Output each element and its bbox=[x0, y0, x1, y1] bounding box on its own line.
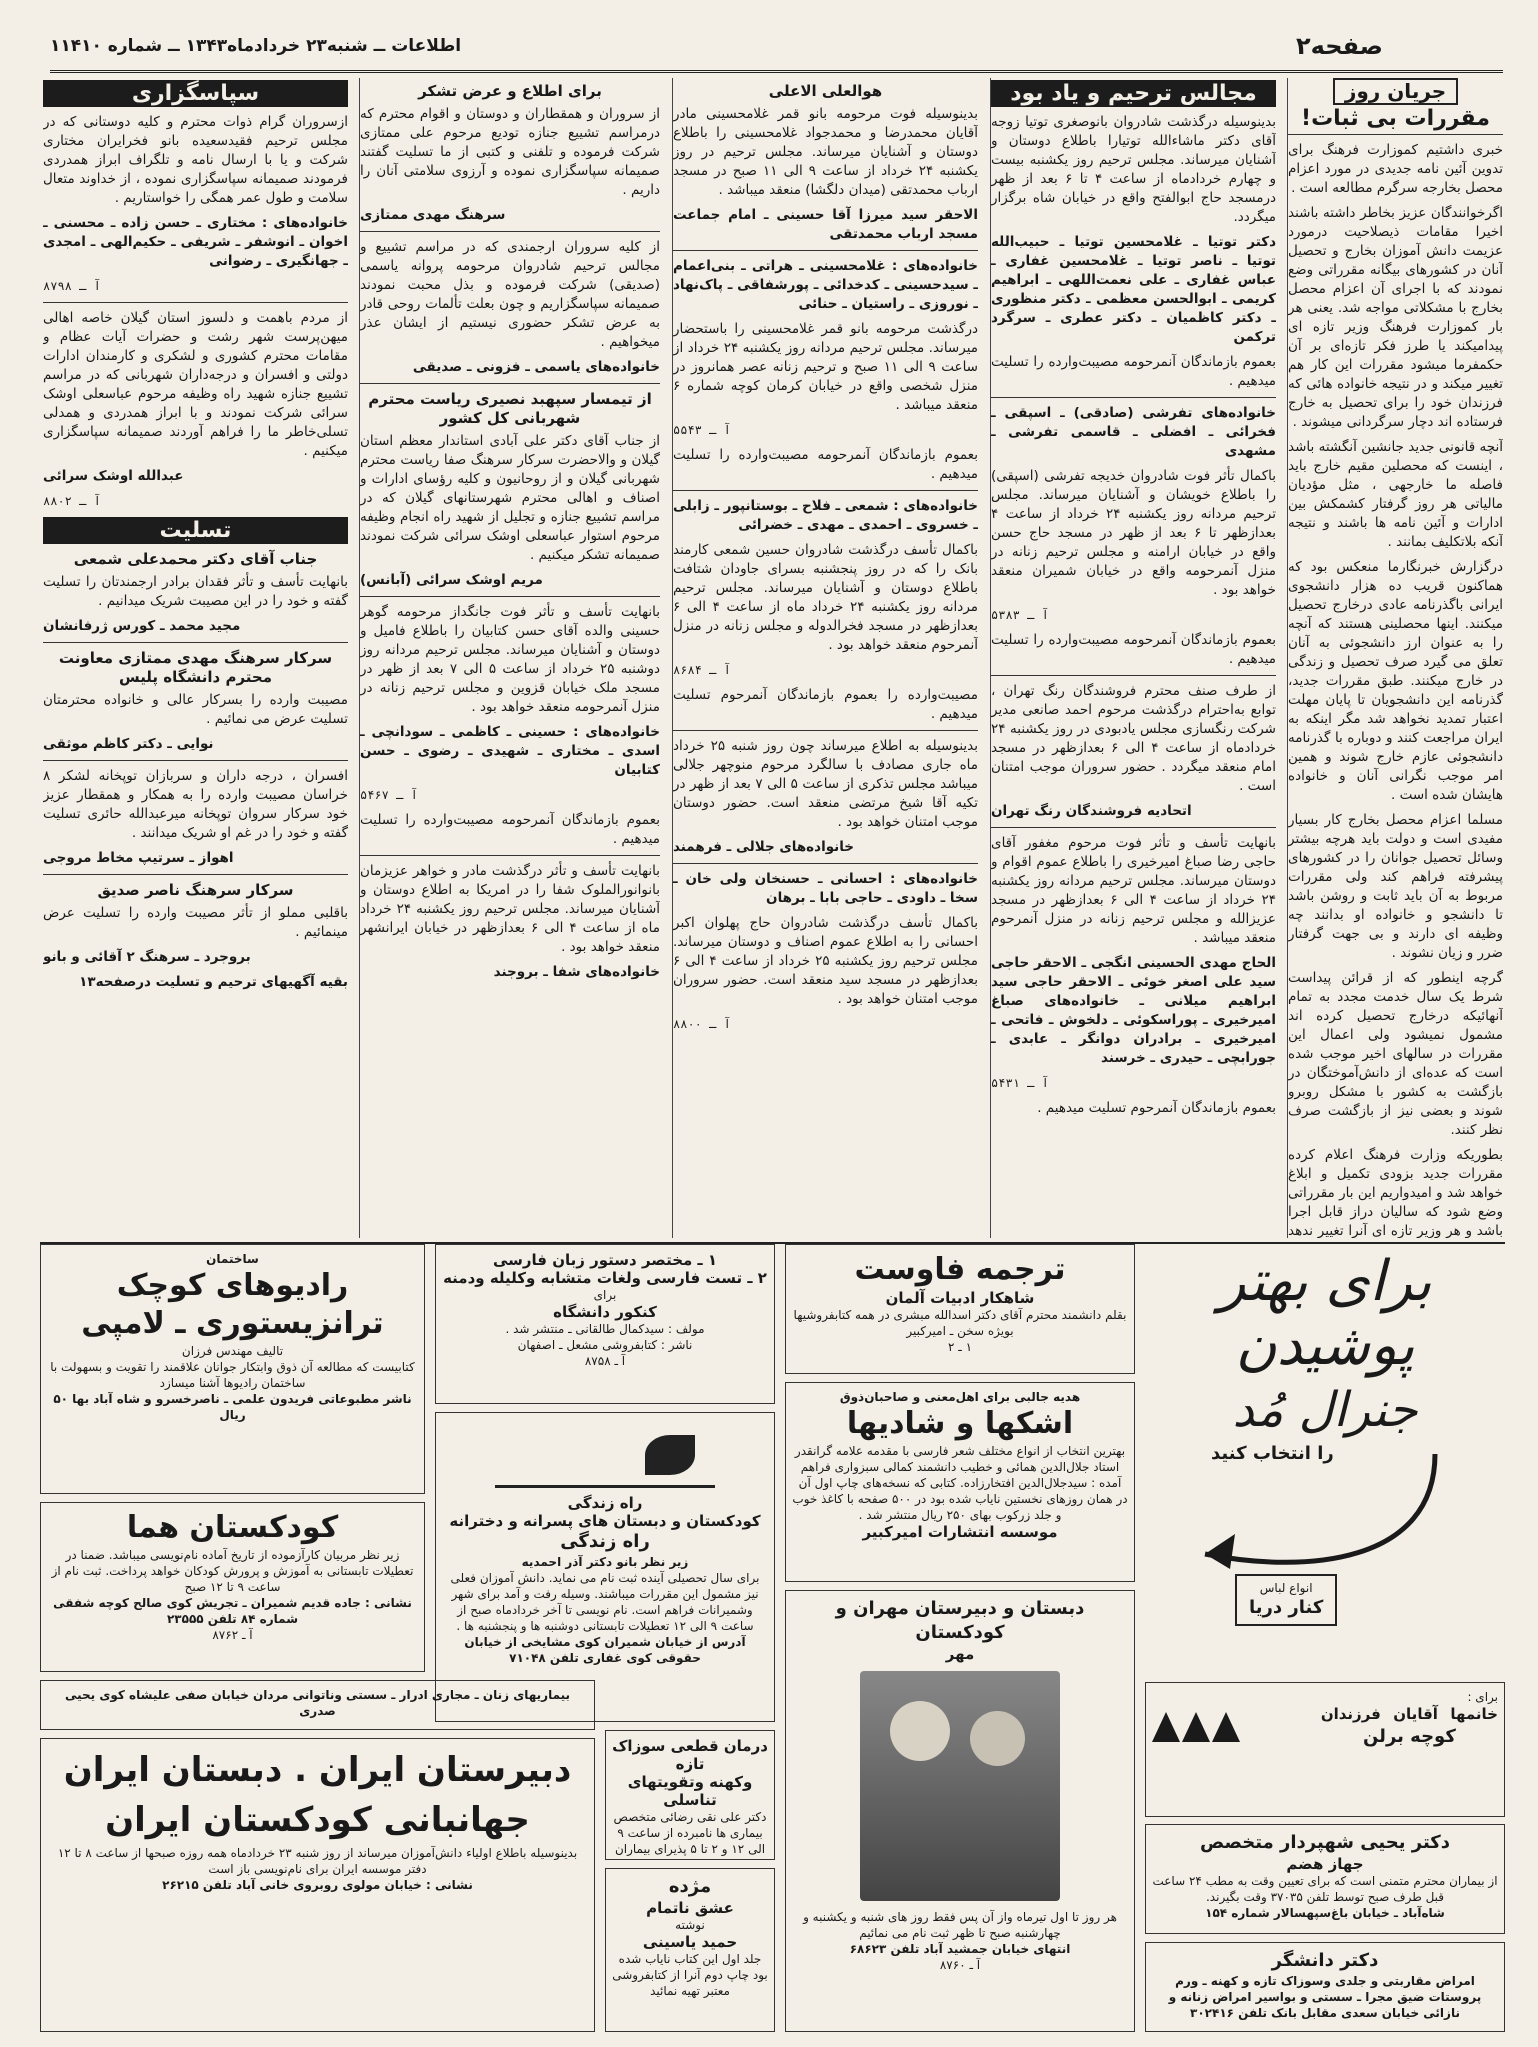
notice-families: الحاج مهدی الحسینی انگجی ـ الاحقر حاجی سید علی اصغر خوئی ـ الاحقر حاجی سید ابراهیم میلانی ـ خانواده‌های صباغ امیرخیری ـ پوراسکوئی ـ دلخوش ـ فاتحی ـ امیرخیری ـ برادران دوانگر ـ عابدی ـ جورابچی ـ حیدری ـ خرسند bbox=[991, 955, 1276, 1066]
tailor-label-box bbox=[1235, 1574, 1337, 1626]
doctor-body: از بیماران محترم متمنی است که برای تعیین وقت به مطب ۲۴ ساعت قبل طرف صبح توسط تلفن ۳۷۰۳۵ وقت بگیرند. bbox=[1152, 1874, 1498, 1904]
homa-body: زیر نظر مربیان کارآزموده از تاریخ آماده نام‌نویسی میباشد. ضمنا در تعطیلات تابستانی به آموزش و پرورش کودکان خواهد پرداخت. ثبت نام از ساعت ۹ تا ۱۲ صبح bbox=[51, 1548, 414, 1594]
tailor-list-item: خانمها bbox=[1450, 1705, 1498, 1723]
ad-code: آ ـ ۸۸۰۲ bbox=[43, 494, 101, 508]
memorial-column-b bbox=[672, 78, 978, 1238]
cure-ad bbox=[605, 1730, 775, 1860]
cure-title: درمان قطعی سوزاک تازه bbox=[612, 1737, 768, 1773]
ad-code: آ ـ ۵۴۳۱ bbox=[991, 1076, 1049, 1090]
tears-head: هدیه جالبی برای اهل‌معنی و صاحبان‌ذوق bbox=[839, 1390, 1081, 1404]
novel-head: مژده bbox=[668, 1876, 712, 1897]
tailor-for: برای : bbox=[1467, 1690, 1498, 1704]
doctor-shahpardar-ad bbox=[1145, 1824, 1505, 1934]
notice-signature: سرهنگ مهدی ممتازی bbox=[360, 207, 506, 223]
ad-code: آ ـ ۸۸۰۰ bbox=[673, 1017, 731, 1031]
memorial-column-a bbox=[990, 78, 1276, 1238]
divider bbox=[673, 863, 978, 864]
notice-signature: عبدالله اوشک سرائی bbox=[43, 468, 184, 484]
rahezendegi-logo-icon bbox=[495, 1425, 715, 1488]
notice-text: باقلبی مملو از تأثر مصیبت وارده را تسلیت عرض مینمائیم . bbox=[43, 905, 348, 940]
mehran-body: هر روز تا اول تیرماه واز آن پس فقط روز های شنبه و یکشنبه و چهارشنبه صبح تا ظهر ثبت نام می نمائیم bbox=[803, 1910, 1117, 1940]
divider bbox=[43, 642, 348, 643]
ad-code: آ ـ ۵۵۴۳ bbox=[673, 423, 731, 437]
divider bbox=[673, 490, 978, 491]
editorial-paragraph: بطوریکه وزارت فرهنگ اعلام کرده مقررات جدید بزودی تکمیل و ابلاغ خواهد شد و امیدواریم این بار مقرراتی وضع شود که سالیان دراز قابل اجرا باشد و هر وزیر تازه ای آنرا تغییر ندهد bbox=[1288, 1147, 1503, 1238]
notice-signature: اتحادیه فروشندگان رنگ تهران bbox=[991, 803, 1192, 819]
ad-code: ۱ ـ ۲ bbox=[947, 1340, 973, 1354]
tailor-brand: جنرال مُد bbox=[1232, 1382, 1418, 1438]
notice-text: باکمال تأسف درگذشت شادروان حاج پهلوان اکبر احسانی را به اطلاع عموم اصناف و دوستان میرساند. مجلس ترحیم روز یکشنبه ۲۵ خرداد از ساعت ۴ الی ۶ بعدازظهر در مسجد سید منعقد است. حضور سروران موجب امتنان خواهد بود . bbox=[673, 915, 978, 1007]
divider bbox=[1288, 134, 1503, 135]
notice-text: بانهایت تأسف و تأثر فوت مرحوم مغفور آقای حاجی رضا صباغ امیرخیری را باطلاع عموم اقوام و دوستان میرساند. مجلس ترحیم مردانه روز یکشنبه ۲۴ خرداد از ساعت ۴ الی ۶ بعدازظهر در مسجد عزیزالله و مجلس ترحیم زنانه در منزل آنمرحوم منعقد میباشد . bbox=[991, 835, 1276, 946]
tailor-ad-footer bbox=[1145, 1682, 1505, 1817]
condolence-column bbox=[43, 78, 348, 1238]
ad-code: آ ـ ۸۷۶۲ bbox=[212, 1628, 253, 1642]
tailor-label2: کنار دریا bbox=[1249, 1597, 1324, 1618]
tailor-label1: انواع لباس bbox=[1259, 1581, 1313, 1595]
editorial-title: مقررات بی ثبات! bbox=[1301, 106, 1490, 131]
novel-by: نوشته bbox=[675, 1918, 705, 1932]
notice-signature: خانواده‌های جلالی ـ فرهمند bbox=[673, 839, 855, 855]
rahezendegi-subtitle: راه زندگی bbox=[560, 1531, 650, 1552]
novel-author: حمید یاسینی bbox=[642, 1933, 738, 1951]
divider bbox=[43, 760, 348, 761]
rahezendegi-body: برای سال تحصیلی آینده ثبت نام می نماید. دانش آموزان فعلی نیز مشمول این مقررات میباشند. وسیله رفت و آمد برای شهر وشمیرانات فراهم است. نام نویسی تا آخر خردادماه صبح از ساعت ۹ الی ۱۲ تعطیلات تابستانی دوشنبه ها و پنجشنبه ها . bbox=[450, 1571, 760, 1633]
editorial-paragraph: اگرخوانندگان عزیز بخاطر داشته باشند اخیرا مقامات ذیصلاحیت درمورد عزیمت دانش آموزان بخارج و تحصیل آنان در کشورهای بیگانه مقرراتی وضع نمودند که با اجرای آن اعزام محصل بخارج با مشکلاتی مواجه شد. یعنی هر بار کموزارت فرهنگ وزیر تازه ای پیدامیکند یا طرز فکر تازه‌ای بر آن حکمفرما میشود مقررات این کار هم تغییر میکند و در نتیجه خانواده هائی که فرزندان خود را برای تحصیل به خارج فرستاده اند دچار سرگردانی میشوند . bbox=[1288, 205, 1503, 430]
notice-text: بعموم بازماندگان آنمرحومه مصیبت‌وارده را تسلیت میدهیم . bbox=[991, 354, 1276, 389]
notice-heading: جناب آقای دکتر محمدعلی شمعی bbox=[73, 550, 318, 568]
issue-info: اطلاعات ــ شنبه۲۳ خردادماه۱۳۴۳ ــ شماره ۱۱۴۱۰ bbox=[50, 36, 462, 56]
clinic-box-text: بیماریهای زنان ـ مجاری ادرار ـ سستی وناتوانی مردان خیابان صفی علیشاه کوی یحیی صدری bbox=[64, 1688, 571, 1718]
homa-kindergarten-ad bbox=[40, 1502, 425, 1672]
radio-publisher: ناشر مطبوعاتی فریدون علمی ـ ناصرخسرو و شاه آباد بها ۵۰ ریال bbox=[53, 1392, 412, 1422]
notice-families: دکتر توتیا ـ غلامحسین توتیا ـ حبیب‌الله توتیا ـ ناصر توتیا ـ غلامحسین غفاری ـ عباس غفاری ـ علی نعمت‌اللهی ـ ابراهیم کریمی ـ ابوالحسن معظمی ـ دکتر منظوری ـ دکتر کاظمیان ـ دکتر عطری ـ سرگرد ترکمن bbox=[991, 234, 1276, 345]
notice-heading: از تیمسار سپهبد نصیری ریاست محترم شهربانی کل کشور bbox=[368, 390, 652, 427]
notice-families: خانواده‌های : احسانی ـ حسنخان ولی خان ـ سخا ـ داودی ـ حاجی بابا ـ برهان bbox=[673, 871, 978, 906]
notice-text: بعموم بازماندگان آنمرحومه مصیبت‌وارده را تسلیت میدهیم . bbox=[673, 447, 978, 482]
tears-title: اشکها و شادیها bbox=[846, 1406, 1074, 1441]
radio-title: ترانزیستوری ـ لامپی bbox=[81, 1306, 384, 1341]
mehran-school-ad bbox=[785, 1590, 1135, 2032]
clinic-box-ad bbox=[40, 1680, 595, 1730]
homa-title: کودکستان هما bbox=[126, 1510, 339, 1545]
notice-text: از مردم باهمت و دلسوز استان گیلان خاصه اهالی میهن‌پرست شهر رشت و حضرات آیات عظام و مقامات محترم کشوری و لشکری و کارمندان ادارات دولتی و افسران و درجه‌داران شهربانی که در مراسم تشییع جنازه شهید راه وظیفه مرحوم عباسعلی اوشک سرائی شرکت نمودند و با ابراز همدردی و همدلی تسلی‌خاطر ما را فراهم آوردند صمیمانه سپاسگزاری میکنیم . bbox=[43, 310, 348, 459]
divider bbox=[991, 827, 1276, 828]
divider bbox=[673, 250, 978, 251]
tears-publisher: موسسه انتشارات امیرکبیر bbox=[862, 1523, 1058, 1541]
notice-signature: مجید محمد ـ کورس ژرفانشان bbox=[43, 618, 241, 634]
radio-author: تالیف مهندس فرزان bbox=[181, 1344, 284, 1358]
ad-code: آ ـ ۸۷۹۸ bbox=[43, 279, 101, 293]
notice-text: باکمال تأسف درگذشت شادروان حسین شمعی کارمند بانک را که در روز پنجشنبه بسرای جاودان شتافت باطلاع دوستان و آشنایان میرساند. مجلس ترحیم مردانه روز یکشنبه ۲۴ خرداد ماه از ساعت ۴ الی ۶ بعدازظهر در مسجد فخرالدوله و مجلس زنانه در منزل آنمرحوم منعقد خواهد بود . bbox=[673, 542, 978, 653]
editorial-box-title: جریان روز bbox=[1333, 78, 1458, 105]
divider bbox=[360, 383, 660, 384]
divider bbox=[360, 231, 660, 232]
notice-text: بدینوسیله درگذشت شادروان بانوصغری توتیا زوجه آقای دکتر ماشاءالله توتیارا باطلاع دوستان و آشنایان میرساند. مجلس ترحیم روز یکشنبه بیست و چهارم خردادماه از ساعت ۴ تا ۶ بعد از ظهر درمسجد حاج ابوالفتح واقع در خیابان شاه برگزار میگردد. bbox=[991, 114, 1276, 225]
divider bbox=[991, 397, 1276, 398]
novel-body: جلد اول این کتاب نایاب شده بود چاپ دوم آنرا از کتابفروشی معتبر تهیه نمائید bbox=[612, 1952, 768, 1998]
faust-title: ترجمه فاوست bbox=[854, 1252, 1066, 1287]
thanks-banner: سپاسگزاری bbox=[43, 80, 348, 107]
notice-text: مصیبت وارده را بسرکار عالی و خانواده محترمتان تسلیت عرض می نمائیم . bbox=[43, 692, 348, 727]
tailor-slogan: برای بهتر پوشیدن bbox=[1218, 1249, 1432, 1378]
notice-text: مصیبت‌وارده را بعموم بازماندگان آنمرحوم تسلیت میدهیم . bbox=[673, 687, 978, 722]
ad-code: آ ـ ۸۷۵۸ bbox=[584, 1354, 626, 1368]
iran-address: نشانی : خیابان مولوی روبروی خانی آباد تلفن ۲۶۲۱۵ bbox=[162, 1878, 473, 1892]
notice-families: خانواده‌های یاسمی ـ فزونی ـ صدیقی bbox=[412, 359, 660, 375]
radio-book-ad bbox=[40, 1244, 425, 1494]
notice-families: خانواده‌های : شمعی ـ فلاح ـ بوستانپور ـ زابلی ـ خسروی ـ احمدی ـ مهدی ـ خضرائی bbox=[673, 498, 978, 533]
page-header bbox=[50, 30, 1503, 73]
mehran-address: انتهای خیابان جمشید آباد تلفن ۶۸۶۲۳ bbox=[849, 1942, 1071, 1956]
notice-families: خانواده‌های شفا ـ بروجند bbox=[493, 964, 660, 980]
faust-book-ad bbox=[785, 1244, 1135, 1374]
doctor-specialty: جهاز هضم bbox=[1286, 1855, 1364, 1873]
notice-text: از سروران و همقطاران و دوستان و اقوام محترم که درمراسم تشییع جنازه تودیع مرحوم علی ممتازی شرکت فرموده و تلفنی و کتبی از ما تسلیت گفتند صمیمانه سپاسگزاری نموده و آرزوی سلامتی آنان را داریم . bbox=[360, 106, 660, 198]
editorial-column bbox=[1287, 78, 1503, 1238]
divider bbox=[360, 596, 660, 597]
editorial-paragraph: درگزارش خبرنگارما منعکس بود که هماکنون قریب ده هزار دانشجوی ایرانی باگذرنامه عادی درخارج تحصیل میکنند. اینها محصلینی هستند که آنچه را به عنوان ارز دانشجوئی به آنان تعلق می گیرد صرف تحصیل و زندگی در خارج میکنند. طبق مقررات جدید، گذرنامه این دانشجویان تا پایان مهلت اعتبار تمدید نخواهد شد مگر اینکه به ایران مراجعت کنند و دوباره با گذرنامه دانشجوئی عازم خارج شوند و همین امر موجب نگرانی آنان و خانواده هایشان شده است . bbox=[1288, 559, 1503, 803]
curved-arrow-icon bbox=[1185, 1454, 1445, 1594]
doctor-title: دکتر دانشگر bbox=[1271, 1950, 1379, 1971]
memorial-banner: مجالس ترحیم و یاد بود bbox=[991, 80, 1276, 107]
doctor-address: شاه‌آباد ـ خیابان باغ‌سپهسالار شماره ۱۵۴ bbox=[1205, 1906, 1445, 1920]
continuation-note: بقیه آگهیهای ترحیم و تسلیت درصفحه۱۳ bbox=[79, 974, 348, 990]
advertisements bbox=[40, 1242, 1505, 2034]
divider bbox=[43, 874, 348, 875]
mehran-title: دبستان و دبیرستان مهران و کودکستان bbox=[835, 1598, 1085, 1643]
notice-text: از کلیه سروران ارجمندی که در مراسم تشییع و مجالس ترحیم شادروان مرحومه پروانه یاسمی (صدیقی) شرکت فرموده و بذل محبت نمودند صمیمانه سپاسگزاریم و چون بعلت تألمات روحی قادر به عرض تشکر حضوری نیستیم از ایشان عذر میخواهیم . bbox=[360, 239, 660, 350]
ad-code: آ ـ ۵۳۸۳ bbox=[991, 608, 1049, 622]
notice-text: بانهایت تأسف و تأثر درگذشت مادر و خواهر عزیزمان بانوانورالملوک شفا را در امریکا به اطلاع دوستان و آشنایان میرساند. مجلس ترحیم روز یکشنبه ۲۴ خرداد ماه از ساعت ۴ الی ۶ بعدازظهر در خیابان ایرانشهر منعقد خواهد بود . bbox=[360, 863, 660, 955]
grammar-line: کنکور دانشگاه bbox=[553, 1303, 657, 1321]
rahezendegi-logo-text: راه زندگی bbox=[567, 1494, 643, 1512]
notice-families: خانواده‌های تفرشی (صادقی) ـ اسپقی ـ فخرائی ـ افضلی ـ قاسمی تفرشی ـ مشهدی bbox=[991, 405, 1276, 459]
notice-signature: نوایی ـ دکتر کاظم موثقی bbox=[43, 736, 214, 752]
ad-code: آ ـ ۵۴۶۷ bbox=[360, 788, 418, 802]
notice-heading: سرکار سرهنگ مهدی ممتازی معاونت محترم دانشگاه پلیس bbox=[58, 649, 333, 686]
divider bbox=[991, 675, 1276, 676]
notice-signature: اهواز ـ سرتیپ مخاط مروجی bbox=[43, 850, 234, 866]
tears-body: بهترین انتخاب از انواع مختلف شعر فارسی با مقدمه علامه گرانقدر استاد جلال‌الدین همائی و خطیب دانشمند کمالی سبزواری فراهم آمده : سیدجلال‌الدین افتخارزاده. کتابی که نسخه‌های چاپ اول آن در همان روزهای نخستین نایاب شده بود در ۵۰۰ صفحه با کاغذ خوب و جلد زرکوب بهای ۲۵۰ ریال منتشر شد . bbox=[792, 1444, 1128, 1522]
divider bbox=[360, 855, 660, 856]
notice-text: افسران ، درجه داران و سربازان توپخانه لشکر ۸ خراسان مصیبت وارده را به همکار و همقطار عزیز خود سرکار سروان توپخانه میرعبدالله حائری تسلیت گفته و خود را در غم او شریک میدانند . bbox=[43, 768, 348, 841]
notice-signature: بروجرد ـ سرهنگ ۲ آقائی و بانو bbox=[43, 949, 251, 965]
doctor-body: امراض مقاربتی و جلدی وسوزاک تازه و کهنه ـ ورم پروستات ضیق مجرا ـ سستی و بواسیر امراض زنانه و نازائی خیابان سعدی مقابل بانک تلفن ۳۰۲۴۱۶ bbox=[1168, 1974, 1482, 2020]
cure-body: دکتر علی نقی رضائی متخصص بیماری ها نامبرده از ساعت ۹ الی ۱۲ و ۲ تا ۵ پذیرای بیماران bbox=[613, 1810, 767, 1856]
notice-families: خانواده‌های : حسینی ـ کاظمی ـ سودانچی ـ اسدی ـ مختاری ـ شهیدی ـ رضوی ـ حسن کتابیان bbox=[360, 724, 660, 778]
doctor-title: دکتر یحیی شهپردار متخصص bbox=[1200, 1832, 1450, 1853]
notice-text: ازسروران گرام ذوات محترم و کلیه دوستانی که در مجلس ترحیم فقیدسعیده بانو فخرایران مختاری شرکت و یا با ارسال نامه و تلگراف ابراز همدردی فرمودند صمیمانه سپاسگزاری نموده ، از خداوند متعال سلامت و طول عمر همگی را خواستاریم . bbox=[43, 114, 348, 206]
notice-signature: الاحقر سید میرزا آقا حسینی ـ امام جماعت مسجد ارباب محمدتقی bbox=[673, 207, 978, 242]
cure-title2: وکهنه وتقویتهای تناسلی bbox=[627, 1773, 753, 1809]
notice-text: بانهایت تأسف و تأثر فقدان برادر ارجمندتان را تسلیت گفته و خود را در این مصیبت شریک میدانیم . bbox=[43, 574, 348, 609]
novel-title: عشق ناتمام bbox=[646, 1899, 734, 1917]
notice-text: بعموم بازماندگان آنمرحومه مصیبت‌وارده را تسلیت میدهیم . bbox=[360, 812, 660, 847]
tree-logo-icon bbox=[1152, 1712, 1240, 1742]
notice-families: خانواده‌های : مختاری ـ حسن زاده ـ محسنی ـ اخوان ـ انوشفر ـ شریفی ـ حکیم‌الهی ـ امجدی ـ جهانگیری ـ رضوانی bbox=[43, 215, 348, 269]
iran-school-ad bbox=[40, 1738, 595, 2032]
rahezendegi-school-ad bbox=[435, 1412, 775, 1722]
notice-text: بدینوسیله فوت مرحومه بانو قمر غلامحسینی مادر آقایان محمدرضا و محمدجواد غلامحسینی را باطلاع دوستان و آشنایان میرساند. مجلس ترحیم در روز یکشنبه ۲۴ خرداد از ساعت ۹ الی ۱۱ صبح در مسجد ارباب محمدتقی (میدان دلگشا) منعقد میباشد . bbox=[673, 106, 978, 198]
grammar-publisher: ناشر : کتابفروشی مشعل ـ اصفهان bbox=[517, 1338, 693, 1352]
grammar-line: برای bbox=[593, 1288, 617, 1302]
notice-text: از جناب آقای دکتر علی آبادی استاندار معظم استان گیلان و والاحضرت سرکار سرهنگ صفا ریاست محترم شهربانی گیلان و از روحانیون و کلیه رؤسای ادارات و اصناف و اهالی محترم شهرستانهای گیلان که در مراسم تشییع جنازه و تجلیل از شهید راه انجام وظیفه مرحوم استوار عباسعلی اوشک سرائی شرکت نمودند صمیمانه تشکر میکنیم . bbox=[360, 433, 660, 563]
notice-heading: هوالعلی الاعلی bbox=[768, 82, 883, 100]
iran-title: جهانبانی کودکستان ایران bbox=[105, 1800, 530, 1840]
notice-text: باکمال تأثر فوت شادروان خدیجه تفرشی (اسپقی) را باطلاع خویشان و آشنایان میرساند. مجلس ترحیم مردانه روز یکشنبه ۲۴ خرداد از ساعت ۴ بعدازظهر تا ۶ بعد از ظهر در مسجد حاج حسن واقع در خیابان ارامنه و مجلس ترحیم زنانه در منزل آنمرحومه واقع در خیابان شمیران منعقد خواهد بود . bbox=[991, 468, 1276, 598]
grammar-line: ۲ ـ تست فارسی ولغات متشابه وکلیله ودمنه bbox=[443, 1269, 767, 1287]
divider bbox=[43, 302, 348, 303]
notice-text: بدینوسیله به اطلاع میرساند چون روز شنبه ۲۵ خرداد ماه جاری مصادف با سالگرد مرحوم منوچهر جلالی میباشد مجلس تذکری از ساعت ۵ الی ۷ بعد از ظهر در تکیه آقا شیخ مرتضی منعقد است. حضور دوستان موجب امتنان خواهد بود . bbox=[673, 738, 978, 830]
iran-body: بدینوسیله باطلاع اولیاء دانش‌آموزان میرساند از روز شنبه ۲۳ خردادماه همه روزه صبحها از ساعت ۸ تا ۱۲ دفتر موسسه ایران برای نام‌نویسی باز است bbox=[57, 1846, 578, 1876]
tailor-address: کوچه برلن bbox=[1362, 1726, 1456, 1747]
iran-title: دبیرستان ایران . دبستان ایران bbox=[63, 1750, 572, 1790]
editorial-paragraph: مسلما اعزام محصل بخارج کار بسیار مفیدی است و دولت باید هرچه بیشتر وسائل تحصیل جوانان را در کشورهای پیشرفته فراهم کند ولی مقررات مربوط به آن باید ثابت و روشن باشد تا دانشجو و خانواده او بدانند چه وظیفه ای دارند و بی جهت گرفتار ضرر و زیان نشوند . bbox=[1288, 812, 1503, 961]
doctor-daneshgar-ad bbox=[1145, 1942, 1505, 2032]
ad-code: آ ـ ۸۶۸۴ bbox=[673, 663, 731, 677]
notice-text: بانهایت تأسف و تأثر فوت جانگداز مرحومه گوهر حسینی والده آقای حسن کتابیان را باطلاع فامیل و دوستان و آشنایان میرساند. مجلس ترحیم مردانه روز دوشنبه ۲۵ خرداد از ساعت ۵ الی ۷ بعد از ظهر در مسجد ملک خیابان قزوین و مجلس ترحیم زنانه در منزل آنمرحومه منعقد خواهد بود . bbox=[360, 604, 660, 715]
notice-text: از طرف صنف محترم فروشندگان رنگ تهران ، توابع به‌احترام درگذشت مرحوم احمد صانعی مدیر شرکت رنگسازی مجلس یادبودی در روز یکشنبه ۲۴ خردادماه از ساعت ۴ الی ۶ بعدازظهر در مسجد امام منعقد میگردد . حضور سروران موجب امتنان است . bbox=[991, 683, 1276, 794]
grammar-author: مولف : سیدکمال طالقانی ـ منتشر شد . bbox=[505, 1322, 705, 1336]
editorial-paragraph: گرچه اینطور که از قرائن پیداست شرط یک سال خدمت مجدد به تمام آنهائیکه درخارج تحصیل کرده اند مشمول نمیشود ولی اعمال این مقررات در سالهای اخیر موجب شده است که عده‌ای از دانش‌آموختگان در بازگشت به کشور با مشکل روبرو شوند و بعضی نیز از بازگشت صرف نظر کنند. bbox=[1288, 970, 1503, 1138]
radio-body: کتابیست که مطالعه آن ذوق وابتکار جوانان علاقمند را تقویت و بسهولت با ساختمان رادیوها آشنا میسازد bbox=[50, 1360, 415, 1390]
notice-heading: سرکار سرهنگ ناصر صدیق bbox=[97, 881, 294, 899]
rahezendegi-director: زیر نظر بانو دکتر آذر احمدیه bbox=[521, 1555, 689, 1569]
notice-text: بعموم بازماندگان آنمرحومه مصیبت‌وارده را تسلیت میدهیم . bbox=[991, 632, 1276, 667]
tailor-list-item: آقایان bbox=[1393, 1705, 1438, 1723]
notice-heading: برای اطلاع و عرض تشکر bbox=[418, 82, 602, 100]
grammar-line: ۱ ـ مختصر دستور زبان فارسی bbox=[492, 1251, 718, 1269]
radio-title: رادیوهای کوچک bbox=[116, 1268, 349, 1303]
ad-code: آ ـ ۸۷۶۰ bbox=[939, 1958, 981, 1972]
notice-text: بعموم بازماندگان آنمرحوم تسلیت میدهیم . bbox=[1037, 1100, 1276, 1116]
tailor-cta: را انتخاب کنید bbox=[1211, 1443, 1334, 1464]
notice-signature: مریم اوشک سرائی (آبانس) bbox=[360, 572, 543, 588]
faust-body: بقلم دانشمند محترم آقای دکتر اسدالله مبشری در همه کتابفروشیها بویژه سخن ـ امیرکبیر bbox=[793, 1308, 1127, 1338]
divider bbox=[673, 730, 978, 731]
novel-ad bbox=[605, 1868, 775, 2032]
rahezendegi-title: کودکستان و دبستان های پسرانه و دخترانه bbox=[449, 1512, 761, 1530]
page-number: صفحه۲ bbox=[1296, 32, 1383, 60]
thanks-column bbox=[359, 78, 660, 1238]
editorial-paragraph: خبری داشتیم کموزارت فرهنگ برای تدوین آئین نامه جدیدی در مورد اعزام محصل بخارجه سرگرم مطالعه است . bbox=[1288, 142, 1503, 196]
editorial-paragraph: آنچه قانونی جدید جانشین آنگشته باشد ، اینست که محصلین مقیم خارج باید فاصله ما خارجهی ، مثل مؤدیان مالیاتی هر روز گرفتار کشمکش بین ادارات و آئین نامه ها باشند و نتیجه آنکه بلاتکلیف بمانند . bbox=[1288, 439, 1503, 550]
rahezendegi-address: آدرس از خیابان شمیران کوی مشایخی از خیابان حقوقی کوی غفاری تلفن ۷۱۰۴۸ bbox=[464, 1635, 746, 1665]
tailor-list-item: فرزندان bbox=[1320, 1705, 1381, 1723]
children-photo bbox=[860, 1671, 1060, 1901]
notice-families: خانواده‌های : غلامحسینی ـ هراتی ـ بنی‌اعمام ـ سیدحسینی ـ کدخدائی ـ پورشفاقی ـ پاک‌نهاد ـ نوروزی ـ راستیان ـ حنائی bbox=[673, 258, 978, 312]
tailor-ad bbox=[1145, 1244, 1505, 1674]
condolence-banner: تسلیت bbox=[43, 517, 348, 544]
tears-joys-book-ad bbox=[785, 1382, 1135, 1582]
mehran-subtitle: مهر bbox=[945, 1645, 975, 1663]
grammar-book-ad bbox=[435, 1244, 775, 1404]
homa-address: نشانی : جاده قدیم شمیران ـ تجریش کوی صالح کوچه شفقی شماره ۸۴ تلفن ۲۳۵۵۵ bbox=[53, 1596, 412, 1626]
radio-head: ساختمان bbox=[206, 1252, 259, 1266]
notice-text: درگذشت مرحومه بانو قمر غلامحسینی را باستحضار میرساند. مجلس ترحیم مردانه روز یکشنبه ۲۴ خرداد از ساعت ۹ الی ۱۱ صبح و ترحیم زنانه عصر همانروز در منزل شخصی واقع در خیابان کرمان کوچه شماره ۶ منعقد میباشد . bbox=[673, 321, 978, 413]
faust-subtitle: شاهکار ادبیات آلمان bbox=[885, 1289, 1035, 1307]
